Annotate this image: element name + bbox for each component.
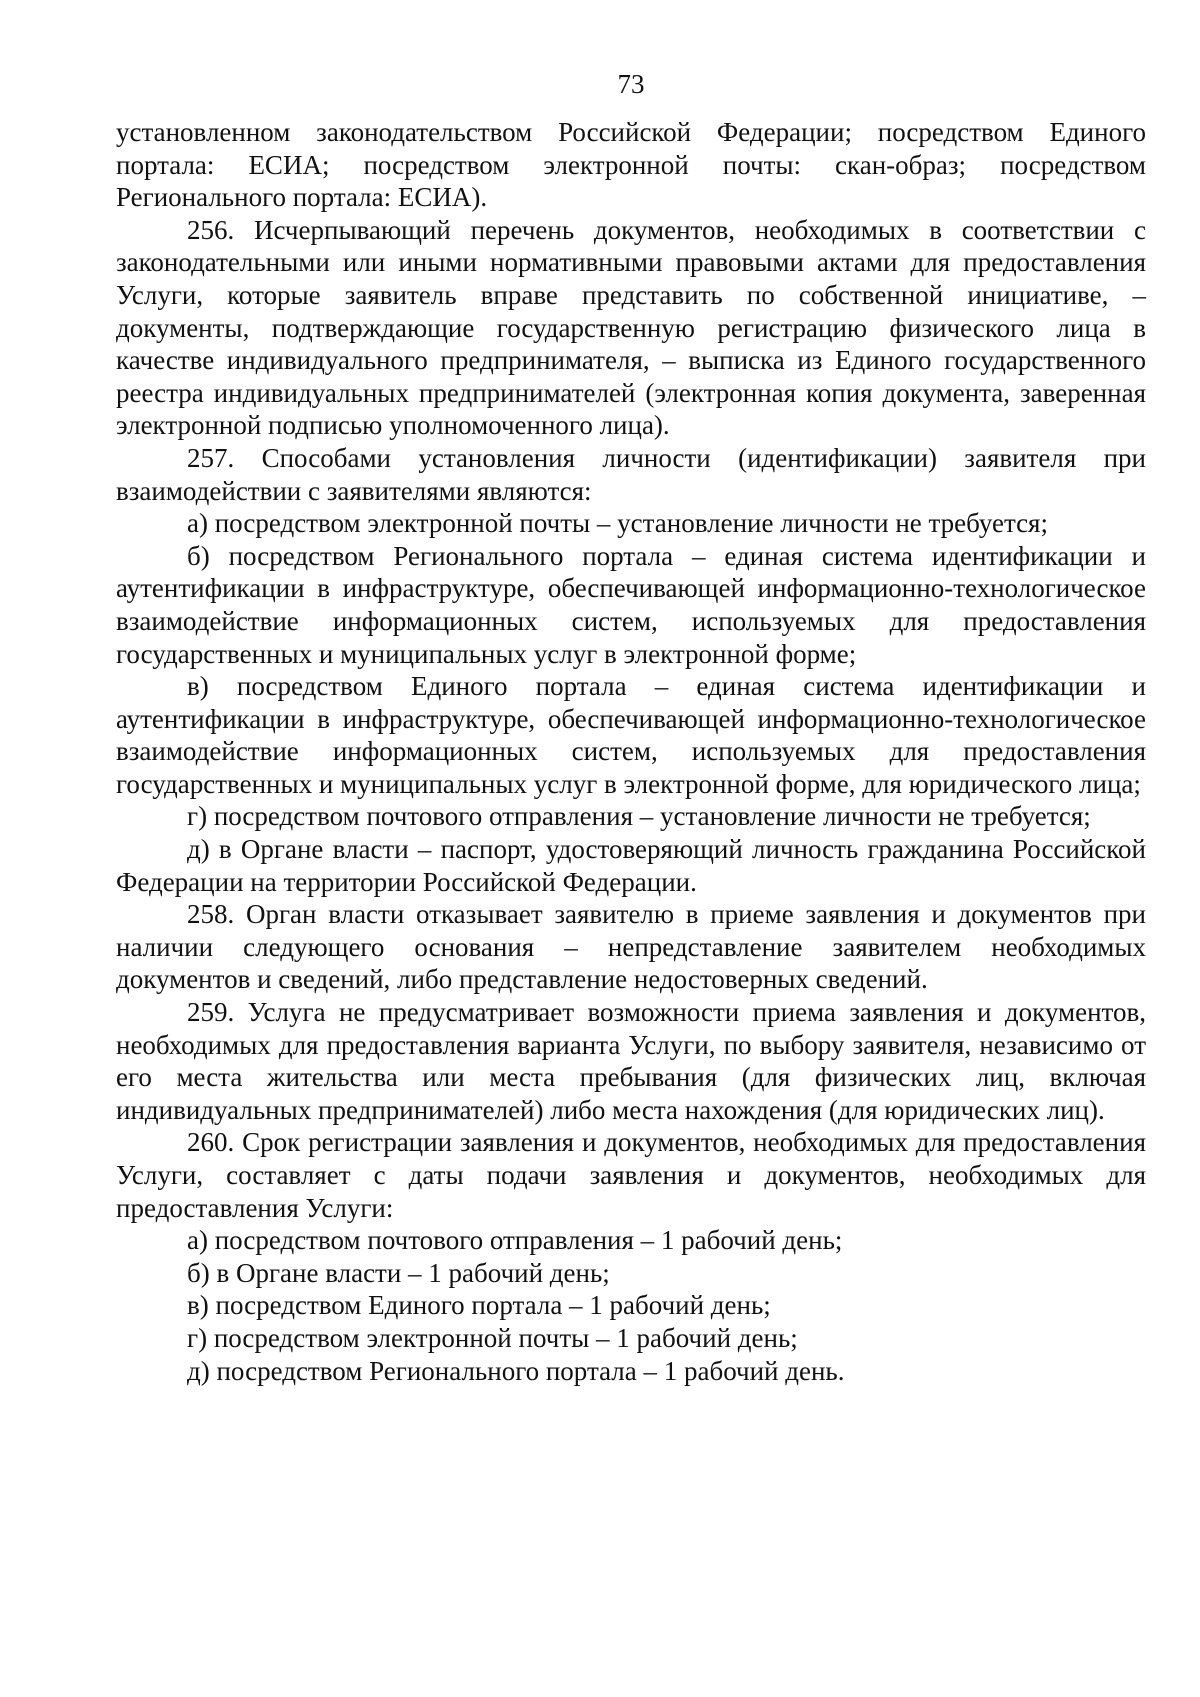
paragraph-256: 256. Исчерпывающий перечень документов, необходимых в соответствии с законодательными или иными нормативными правовыми актами для предоставления Услуги, которые заявитель вправе представить по собственной инициативе, – документы, подтверждающие государственную регистрацию физического лица в качестве индивидуального предпринимателя, – выписка из Единого государственного реестра индивидуальных предпринимателей (электронная копия документа, заверенная электронной подписью уполномоченного лица). — [116, 214, 1146, 441]
paragraph-257: 257. Способами установления личности (идентификации) заявителя при взаимодействии с заявителями являются: — [116, 442, 1146, 506]
paragraph-260-item-v: в) посредством Единого портала – 1 рабочий день; — [187, 1290, 771, 1321]
paragraph-257-item-g: г) посредством почтового отправления – установление личности не требуется; — [187, 801, 1091, 832]
page-number: 73 — [617, 69, 645, 99]
paragraph-257-item-v: в) посредством Единого портала – единая система идентификации и аутентификации в инфраструктуре, обеспечивающей информационно-технологическое взаимодействие информационных систем, используемых для предоставления государственных и муниципальных услуг в электронной форме, для юридического лица; — [116, 671, 1146, 799]
paragraph-continuation: установленном законодательством Российской Федерации; посредством Единого портала: ЕСИА; посредством электронной почты: скан-образ; посредством Регионального портала: ЕСИА). — [116, 117, 1146, 213]
paragraph-260: 260. Срок регистрации заявления и документов, необходимых для предоставления Услуги, составляет с даты подачи заявления и документов, необходимых для предоставления Услуги: — [116, 1127, 1146, 1223]
paragraph-257-item-b: б) посредством Регионального портала – единая система идентификации и аутентификации в инфраструктуре, обеспечивающей информационно-технологическое взаимодействие информационных систем, используемых для предоставления государственных и муниципальных услуг в электронной форме; — [116, 540, 1146, 669]
paragraph-260-item-g: г) посредством электронной почты – 1 рабочий день; — [187, 1322, 798, 1353]
paragraph-260-item-d: д) посредством Регионального портала – 1 рабочий день. — [187, 1355, 845, 1386]
paragraph-257-item-d: д) в Органе власти – паспорт, удостоверяющий личность гражданина Российской Федерации на территории Российской Федерации. — [116, 834, 1146, 897]
paragraph-257-item-a: а) посредством электронной почты – установление личности не требуется; — [187, 508, 1048, 539]
document-body — [116, 116, 1146, 1387]
paragraph-258: 258. Орган власти отказывает заявителю в приеме заявления и документов при наличии следующего основания – непредставление заявителем необходимых документов и сведений, либо представление недостоверных сведений. — [116, 899, 1146, 995]
paragraph-259: 259. Услуга не предусматривает возможности приема заявления и документов, необходимых для предоставления варианта Услуги, по выбору заявителя, независимо от его места жительства или места пребывания (для физических лиц, включая индивидуальных предпринимателей) либо места нахождения (для юридических лиц). — [116, 997, 1146, 1125]
paragraph-260-item-a: а) посредством почтового отправления – 1 рабочий день; — [187, 1225, 843, 1256]
paragraph-260-item-b: б) в Органе власти – 1 рабочий день; — [187, 1257, 610, 1288]
